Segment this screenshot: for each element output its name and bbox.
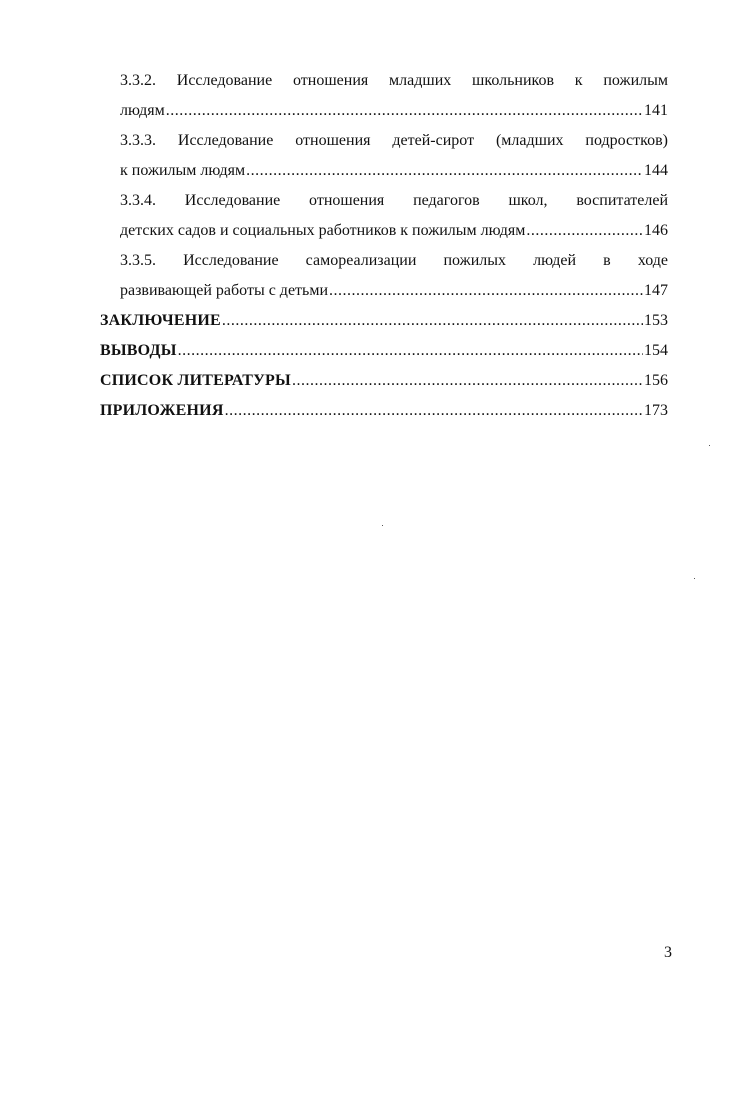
- toc-entry-3-3-5: [100, 246, 668, 306]
- dot-leader: [329, 276, 643, 306]
- toc-entry-title-line: 3.3.2. Исследование отношения младших школьников к пожилым: [120, 72, 668, 89]
- scan-speck: [694, 578, 695, 579]
- toc-entry-title-line: 3.3.5. Исследование самореализации пожилых людей в ходе: [120, 252, 668, 269]
- toc-entry-conclusion: [100, 306, 668, 336]
- dot-leader: [225, 396, 643, 426]
- toc-entry-title: ВЫВОДЫ: [100, 342, 177, 359]
- toc-page-number: 141: [644, 102, 668, 119]
- dot-leader: [246, 156, 643, 186]
- page-number: 3: [664, 944, 672, 961]
- dot-leader: [222, 306, 643, 336]
- toc-entry-title-continuation: людям: [120, 102, 165, 119]
- toc-entry-title-line: 3.3.3. Исследование отношения детей-сирот (младших подростков): [120, 132, 668, 149]
- toc-entry-title: СПИСОК ЛИТЕРАТУРЫ: [100, 372, 291, 389]
- dot-leader: [178, 336, 643, 366]
- toc-entry-appendices: [100, 396, 668, 426]
- scan-speck: [709, 445, 710, 446]
- toc-entry-references: [100, 366, 668, 396]
- toc-entry-3-3-2: [100, 66, 668, 126]
- toc-page-number: 146: [644, 222, 668, 239]
- toc-entry-title-continuation: развивающей работы с детьми: [120, 282, 329, 299]
- toc-entry-title-continuation: к пожилым людям: [120, 162, 246, 179]
- toc-entry-3-3-3: [100, 126, 668, 186]
- toc-entry-title: ПРИЛОЖЕНИЯ: [100, 402, 224, 419]
- toc-page-number: 173: [644, 402, 668, 419]
- dot-leader: [166, 96, 643, 126]
- toc-entry-3-3-4: [100, 186, 668, 246]
- dot-leader: [526, 216, 643, 246]
- scan-speck: [382, 525, 383, 526]
- toc-page-number: 156: [644, 372, 668, 389]
- toc-page-number: 153: [644, 312, 668, 329]
- dot-leader: [292, 366, 643, 396]
- toc-entry-title-continuation: детских садов и социальных работников к пожилым людям: [120, 222, 526, 239]
- toc-entry-title: ЗАКЛЮЧЕНИЕ: [100, 312, 221, 329]
- toc-entry-findings: [100, 336, 668, 366]
- toc-page-number: 154: [644, 342, 668, 359]
- toc-entry-title-line: 3.3.4. Исследование отношения педагогов школ, воспитателей: [120, 192, 668, 209]
- table-of-contents: [100, 66, 668, 426]
- toc-page-number: 147: [644, 282, 668, 299]
- toc-page-number: 144: [644, 162, 668, 179]
